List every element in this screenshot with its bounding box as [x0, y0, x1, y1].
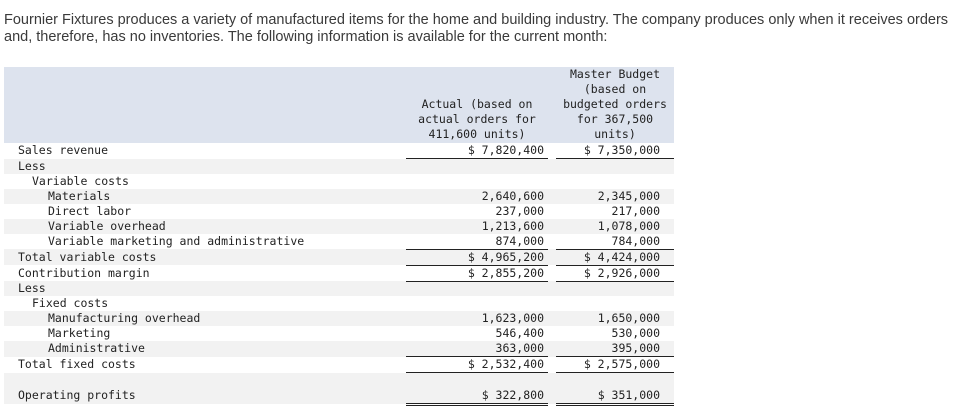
header-actual: Actual (based on actual orders for 411,600 units)	[406, 67, 548, 143]
row-variable-marketing-admin	[4, 234, 674, 250]
row-label: Manufacturing overhead	[4, 311, 406, 326]
row-variable-overhead	[4, 219, 674, 234]
budget-value: 217,000	[611, 203, 660, 218]
table-header-row	[4, 67, 674, 143]
budget-value: $ 7,350,000	[556, 143, 674, 159]
budget-table	[4, 67, 674, 406]
row-manufacturing-overhead	[4, 311, 674, 326]
row-less	[4, 281, 674, 296]
actual-value: $ 322,800	[406, 388, 548, 405]
budget-value: 395,000	[556, 341, 674, 357]
actual-value: 2,640,600	[406, 189, 548, 204]
budget-value: 2,345,000	[556, 189, 674, 204]
row-label: Variable marketing and administrative	[48, 233, 305, 248]
row-label: Contribution margin	[18, 265, 150, 280]
actual-value: 1,213,600	[406, 219, 548, 234]
row-total-variable-costs	[4, 249, 674, 265]
budget-value: 530,000	[611, 326, 660, 340]
header-master-budget: Master Budget (based on budgeted orders for 367,500 units)	[556, 67, 674, 143]
row-marketing	[4, 326, 674, 341]
row-label: Total variable costs	[4, 249, 406, 265]
row-label: Operating profits	[4, 388, 406, 405]
row-label: Marketing	[48, 326, 111, 340]
row-label: Sales revenue	[18, 143, 109, 158]
actual-value: $ 2,855,200	[406, 265, 548, 281]
budget-value: $ 4,424,000	[556, 249, 674, 265]
row-label: Less	[4, 281, 406, 296]
row-label: Variable overhead	[4, 219, 406, 234]
row-label: Variable costs	[32, 173, 129, 188]
budget-value: 1,650,000	[556, 311, 674, 326]
row-administrative	[4, 341, 674, 357]
row-materials	[4, 189, 674, 204]
row-label: Administrative	[4, 341, 406, 357]
row-variable-costs	[4, 174, 674, 189]
actual-value: 874,000	[406, 234, 548, 250]
row-label: Fixed costs	[32, 296, 109, 310]
row-label: Materials	[4, 189, 406, 204]
actual-value: $ 7,820,400	[406, 143, 548, 159]
row-operating-profits	[4, 388, 674, 405]
actual-value: 1,623,000	[406, 311, 548, 326]
budget-value: $ 2,575,000	[556, 357, 674, 373]
row-label: Direct labor	[48, 203, 132, 218]
row-label: Total fixed costs	[18, 357, 136, 371]
actual-value: 237,000	[495, 203, 544, 218]
row-label: Less	[4, 159, 406, 174]
actual-value: $ 4,965,200	[406, 249, 548, 265]
budget-value: $ 2,926,000	[556, 265, 674, 281]
actual-value: $ 2,532,400	[406, 357, 548, 373]
actual-value: 363,000	[406, 341, 548, 357]
actual-value: 546,400	[495, 326, 544, 340]
budget-value: 1,078,000	[556, 219, 674, 234]
row-sales-revenue	[4, 143, 674, 159]
row-fixed-costs	[4, 296, 674, 311]
row-less	[4, 159, 674, 174]
budget-value: $ 351,000	[556, 388, 674, 405]
row-direct-labor	[4, 204, 674, 219]
row-total-fixed-costs	[4, 357, 674, 373]
row-contribution-margin	[4, 265, 674, 281]
budget-value: 784,000	[556, 234, 674, 250]
problem-intro: Fournier Fixtures produces a variety of manufactured items for the home and building industry. The company produces only when it receives orders and, therefore, has no inventories. The following information is available for the current month:	[4, 12, 949, 45]
